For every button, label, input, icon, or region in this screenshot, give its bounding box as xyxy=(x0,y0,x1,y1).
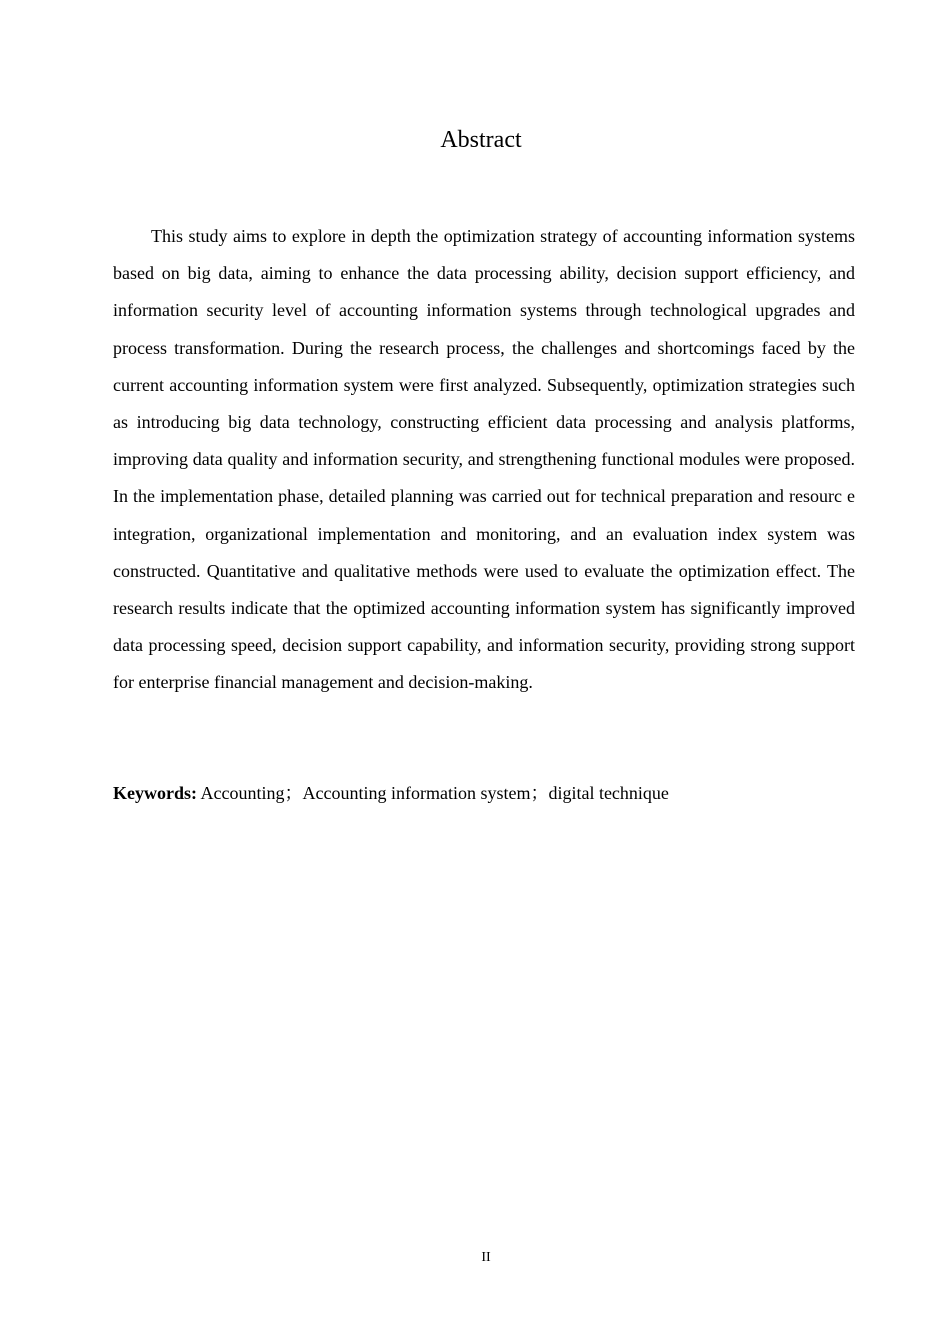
page-number: II xyxy=(481,1250,491,1265)
keywords-label: Keywords: xyxy=(113,783,197,803)
page-title: Abstract xyxy=(440,127,522,153)
keywords-value: Accounting；Accounting information system；digital technique xyxy=(197,783,669,803)
keywords-line xyxy=(113,778,855,808)
abstract-body: This study aims to explore in depth the optimization strategy of accounting information systems based on big data, aiming to enhance the data processing ability, decision support efficiency, and information security level of accounting information systems through technological upgrades and process transformation. During the research process, the challenges and shortcomings faced by the current accounting information system were first analyzed. Subsequently, optimization strategies such as introducing big data technology, constructing efficient data processing and analysis platforms, improving data quality and information security, and strengthening functional modules were proposed. In the implementation phase, detailed planning was carried out for technical preparation and resourc e integration, organizational implementation and monitoring, and an evaluation index system was constructed. Quantitative and qualitative methods were used to evaluate the optimization effect. The research results indicate that the optimized accounting information system has significantly improved data processing speed, decision support capability, and information security, providing strong support for enterprise financial management and decision-making. xyxy=(113,226,855,693)
